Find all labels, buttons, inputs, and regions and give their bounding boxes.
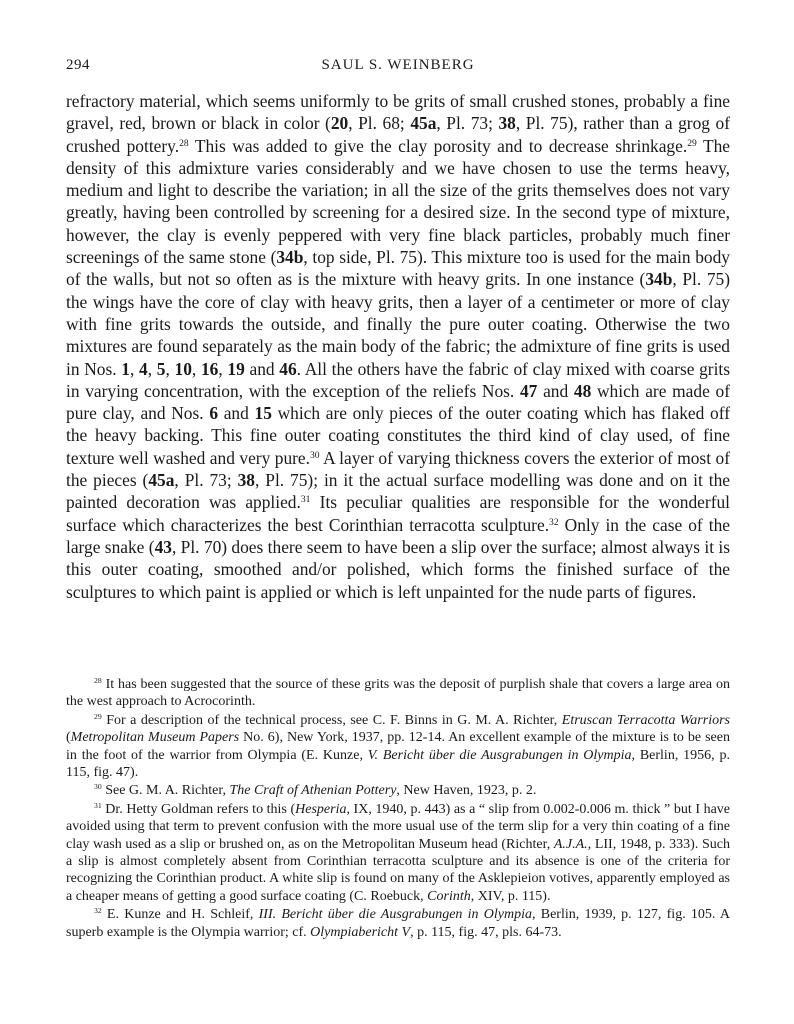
text-run: Its peculiar qualities are responsible for the wonderful surface which characterizes the best Corinthian terracotta sculpture.	[66, 492, 731, 535]
text-run: ,	[218, 358, 228, 379]
catalogue-number: 34b	[645, 269, 673, 290]
footnote	[66, 712, 730, 782]
catalogue-number: 5	[156, 358, 166, 379]
footnote-number: 28	[94, 676, 102, 685]
footnote-ref: 28	[179, 137, 189, 149]
running-head: SAUL S. WEINBERG	[321, 57, 475, 73]
catalogue-number: 16	[200, 358, 219, 379]
text-run: , LII, 1948, p. 333). Such a slip is almost completely absent from Corinthian terracotta sculpture and its absence is one of the criteria for recognizing the Corinthian product. A white slip is found on many of the Asklepieion votives, apparently employed as a cheaper means of getting a good surface coating (C. Roebuck,	[66, 836, 730, 904]
italic-title: V. Bericht über die Ausgrabungen in Olympia	[367, 747, 632, 763]
body-paragraph	[66, 90, 730, 603]
text-run: and	[244, 358, 280, 379]
footnote-number: 32	[94, 906, 102, 916]
footnote-number: 30	[94, 782, 102, 792]
footnote	[66, 676, 730, 711]
catalogue-number: 45a	[148, 470, 175, 491]
catalogue-number: 43	[154, 536, 172, 557]
text-run: E. Kunze and H. Schleif,	[106, 907, 259, 923]
text-run: , Berlin, 1939, p. 127, fig. 105. A superb example is the Olympia warrior; cf.	[66, 907, 730, 940]
text-run: The density of this admixture varies considerably and we have chosen to use the terms heavy, medium and light to describe the variation; in all the size of the grits themselves does not vary greatly, having been controlled by screening for a desired size. In the second type of mixture, however, the clay is evenly peppered with very fine black particles, probably much finer screenings of the same stone (	[66, 135, 730, 268]
text-run: (	[66, 730, 71, 746]
catalogue-number: 45a	[410, 113, 437, 134]
catalogue-number: 38	[498, 113, 516, 134]
text-run: Dr. Hetty Goldman refers to this (	[105, 801, 296, 817]
text-run: which are made of pure clay, and Nos.	[66, 380, 730, 424]
text-run: , Pl. 68;	[348, 113, 411, 134]
text-run: , Berlin, 1956, p. 115, fig. 47).	[66, 747, 730, 781]
footnote-ref: 29	[687, 137, 697, 149]
text-run: ,	[129, 358, 140, 379]
catalogue-number: 6	[209, 403, 219, 424]
italic-title: III. Bericht über die Ausgrabungen in Olympia	[258, 907, 532, 923]
text-run: See G. M. A. Richter,	[105, 783, 230, 799]
text-run: This was added to give the clay porosity and to decrease shrinkage.	[188, 135, 688, 156]
catalogue-number: 19	[227, 358, 245, 379]
text-run: . All the others have the fabric of clay mixed with coarse grits in varying concentration, with the exception of the reliefs Nos.	[66, 358, 731, 401]
catalogue-number: 4	[139, 358, 148, 379]
page-header	[66, 57, 730, 79]
text-run: ,	[147, 358, 157, 379]
footnote-number: 29	[94, 711, 102, 721]
footnote-ref: 30	[310, 449, 320, 461]
catalogue-number: 46	[279, 358, 297, 379]
italic-title: Corinth	[427, 888, 471, 904]
footnote-ref: 31	[300, 494, 311, 506]
text-run: A layer of varying thickness covers the exterior of most of the pieces (	[66, 447, 730, 491]
text-run: , IX, 1940, p. 443) as a “ slip from 0.002-0.006 m. thick ” but I have avoided using that term to prevent confusion with the more usual use of the term slip for a very thin coating of a fine clay wash used as a slip or brushed on, as on the Metropolitan Museum head (Richter,	[66, 801, 730, 852]
catalogue-number: 47	[519, 380, 538, 401]
italic-title: Etruscan Terracotta Warriors	[561, 712, 730, 728]
catalogue-number: 15	[254, 403, 272, 424]
catalogue-number: 48	[573, 380, 592, 401]
italic-title: The Craft of Athenian Pottery	[229, 783, 397, 799]
text-run: , top side, Pl. 75). This mixture too is used for the main body of the walls, but not so often as is the mixture with heavy grits. In one instance (	[66, 247, 730, 290]
catalogue-number: 34b	[276, 247, 304, 268]
text-run: and	[537, 380, 574, 401]
italic-title: Hesperia	[295, 801, 347, 817]
text-run: , Pl. 75), rather than a grog of crushed pottery.	[66, 113, 731, 156]
italic-title: Olympiabericht V	[310, 924, 411, 940]
text-run: , p. 115, fig. 47, pls. 64-73.	[410, 924, 562, 940]
text-run: and	[218, 403, 255, 424]
text-run: , Pl. 73;	[174, 470, 238, 491]
catalogue-number: 20	[330, 113, 349, 134]
text-run: For a description of the technical process, see C. F. Binns in G. M. A. Richter,	[106, 712, 562, 728]
footnote	[66, 801, 730, 905]
text-run: , Pl. 75) the wings have the core of clay with heavy grits, then a layer of a centimeter or more of clay with fine grits towards the outside, and finally the pure outer coating. Otherwise the two mixtures are found separately as the main body of the fabric; the admixture of fine grits is used in Nos.	[66, 269, 730, 379]
footnotes	[66, 676, 730, 942]
footnote-ref: 32	[549, 516, 559, 528]
footnote	[66, 906, 730, 941]
text-run: which are only pieces of the outer coating which has flaked off the heavy backing. This fine outer coating constitutes the third kind of clay used, of fine texture well washed and very pure.	[66, 403, 730, 468]
text-run: , Pl. 73;	[436, 113, 499, 134]
italic-title: A.J.A.	[553, 836, 588, 852]
text-run: ,	[191, 358, 201, 379]
footnote-number: 31	[94, 800, 102, 810]
italic-title: Metropolitan Museum Papers	[70, 730, 240, 746]
text-run: ,	[165, 358, 175, 379]
text-run: , XIV, p. 115).	[470, 888, 551, 904]
catalogue-number: 10	[174, 358, 192, 379]
text-run: , Pl. 75); in it the actual surface modelling was done and on it the painted decoration was applied.	[66, 470, 731, 513]
text-run: It has been suggested that the source of these grits was the deposit of purplish shale that covers a large area on the west approach to Acrocorinth.	[66, 677, 731, 710]
text-run: Only in the case of the large snake (	[66, 514, 731, 557]
catalogue-number: 38	[237, 470, 255, 491]
page-number: 294	[66, 57, 90, 73]
catalogue-number: 1	[121, 358, 130, 379]
text-run: refractory material, which seems uniformly to be grits of small crushed stones, probably a fine gravel, red, brown or black in color (	[66, 91, 730, 134]
text-run: , New Haven, 1923, p. 2.	[396, 783, 537, 799]
text-run: , Pl. 70) does there seem to have been a slip over the surface; almost always it is this outer coating, smoothed and/or polished, which forms the finished surface of the sculptures to which paint is applied or which is left unpainted for the nude parts of figures.	[66, 536, 730, 602]
text-run: No. 6), New York, 1937, pp. 12-14. An excellent example of the mixture is to be seen in the foot of the warrior from Olympia (E. Kunze,	[66, 730, 730, 763]
footnote	[66, 782, 730, 799]
